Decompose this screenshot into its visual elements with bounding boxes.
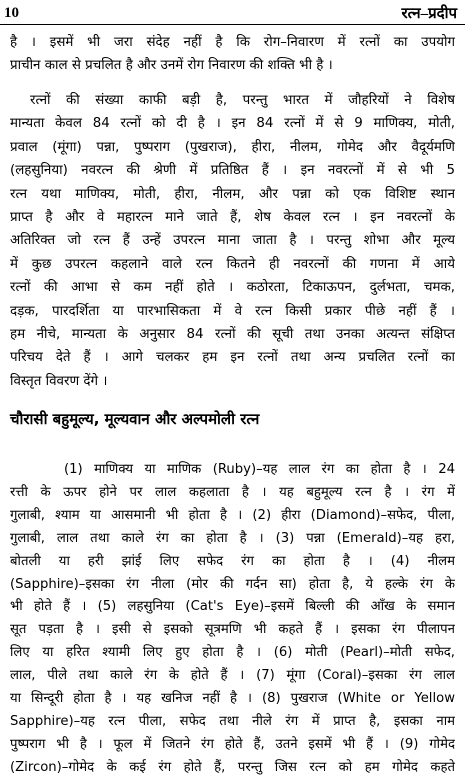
text-line: (लहसुनिया) नवरत्न की श्रेणी में प्रतिष्ठित हैं । इन नवरत्नों में से भी 5 bbox=[10, 163, 455, 179]
text-line: अतिरिक्त जो रत्न हैं उन्हें उपरत्न माना जाता है । परन्तु शोभा और मूल्य bbox=[10, 233, 455, 249]
text-line: बोतली या हरी झांई लिए सफेद रंग का होता है । (4) नीलम bbox=[10, 553, 455, 569]
text-line: है । इसमें भी जरा संदेह नहीं है कि रोग–निवारण में रत्नों का उपयोग bbox=[10, 35, 455, 50]
page-header bbox=[4, 2, 457, 24]
text-line: लाल, पीले तथा काले रंग के होते हैं । (7) मूंगा (Coral)–इसका रंग लाल bbox=[10, 668, 455, 684]
text-line: विस्तृत विवरण देंगे । bbox=[10, 373, 108, 389]
text-line: प्राचीन काल से प्रचलित है और उनमें रोग निवारण की शक्ति भी है । bbox=[10, 58, 333, 74]
text-line: सूत पड़ता है । इसी से इसको सूत्रमणि भी कहते हैं । इसका रंग पीलापन bbox=[10, 622, 455, 638]
text-line: Sapphire)–यह रत्न पीला, सफेद तथा नीले रंग में प्राप्त है, इसका नाम bbox=[10, 713, 455, 729]
paragraph-intro-end bbox=[10, 31, 455, 78]
text-line: (Zircon)–गोमेद के कई रंग होते हैं, परन्तु जिस रत्न को हम गोमेद कहते bbox=[10, 759, 455, 775]
text-line: गुलाबी, श्याम या आसमानी भी होता है । (2) हीरा (Diamond)–सफेद, पीला, bbox=[10, 507, 455, 523]
text-line: पुष्पराग भी है । फूल में जितने रंग होते हैं, उतने इसमें भी हैं । (9) गोमेद bbox=[10, 736, 455, 752]
text-line: में कुछ उपरत्न कहलाने वाले रत्न कितने ही नवरत्नों की गणना में आये bbox=[10, 256, 455, 272]
text-line: (1) माणिक्य या माणिक (Ruby)–यह लाल रंग का होता है । 24 bbox=[64, 462, 455, 477]
paragraph-gem-list bbox=[10, 459, 455, 780]
text-line: रत्न यथा माणिक्य, मोती, हीरा, नीलम, और पन्ना को एक विशिष्ट स्थान bbox=[10, 186, 455, 202]
text-line: दड़क, पारदर्शिता या पारभासिकता में वे रत्न किसी प्रकार पीछे नहीं हैं । bbox=[10, 303, 455, 319]
text-line: मान्यता केवल 84 रत्नों को दी है । इन 84 रत्नों में से 9 माणिक्य, मोती, bbox=[10, 116, 455, 132]
text-line: या सिन्दूरी होता है । यह खनिज नहीं है । (8) पुखराज (White or Yellow bbox=[10, 691, 455, 707]
text-line: हम नीचे, मान्यता के अनुसार 84 रत्नों की सूची तथा उनका अत्यन्त संक्षिप्त bbox=[10, 327, 455, 343]
paragraph-gem-count bbox=[10, 89, 455, 393]
text-line: रत्नों की आभा से कम नहीं होते । कठोरता, टिकाऊपन, दुर्लभता, चमक, bbox=[10, 280, 455, 296]
text-line: प्राप्त है और वे महारत्न माने जाते हैं, शेष केवल रत्न । इन नवरत्नों के bbox=[10, 210, 455, 226]
text-line: भी होते हैं । (5) लहसुनिया (Cat's Eye)–इसमें बिल्ली की आँख के समान bbox=[10, 599, 455, 615]
header-rule bbox=[0, 24, 465, 25]
text-line: प्रवाल (मूंगा) पन्ना, पुष्पराग (पुखराज), हीरा, नीलम, गोमेद और वैदूर्यमणि bbox=[10, 139, 455, 155]
section-heading: चौरासी बहुमूल्य, मूल्यवान और अल्पमोली रत्न bbox=[10, 410, 260, 428]
text-line: रत्नों की संख्या काफी बड़ी है, परन्तु भारत में जौहरियों ने विशेष bbox=[30, 93, 455, 108]
running-title: रत्न–प्रदीप bbox=[401, 6, 457, 22]
text-line: लिए या हरित श्यामी लिए हुए होता है । (6) मोती (Pearl)–मोती सफेद, bbox=[10, 645, 455, 661]
text-line: गुलाबी, लाल तथा काले रंग का होता है । (3) पन्ना (Emerald)–यह हरा, bbox=[10, 530, 455, 546]
page-number: 10 bbox=[4, 4, 19, 21]
text-line: (Sapphire)–इसका रंग नीला (मोर की गर्दन सा) होता है, ये हल्के रंग के bbox=[10, 576, 455, 592]
text-line: रत्ती के ऊपर होने पर लाल कहलाता है । यह बहुमूल्य रत्न है । रंग में bbox=[10, 484, 455, 500]
text-line: परिचय देते हैं । आगे चलकर हम इन रत्नों तथा अन्य प्रचलित रत्नों का bbox=[10, 350, 455, 366]
